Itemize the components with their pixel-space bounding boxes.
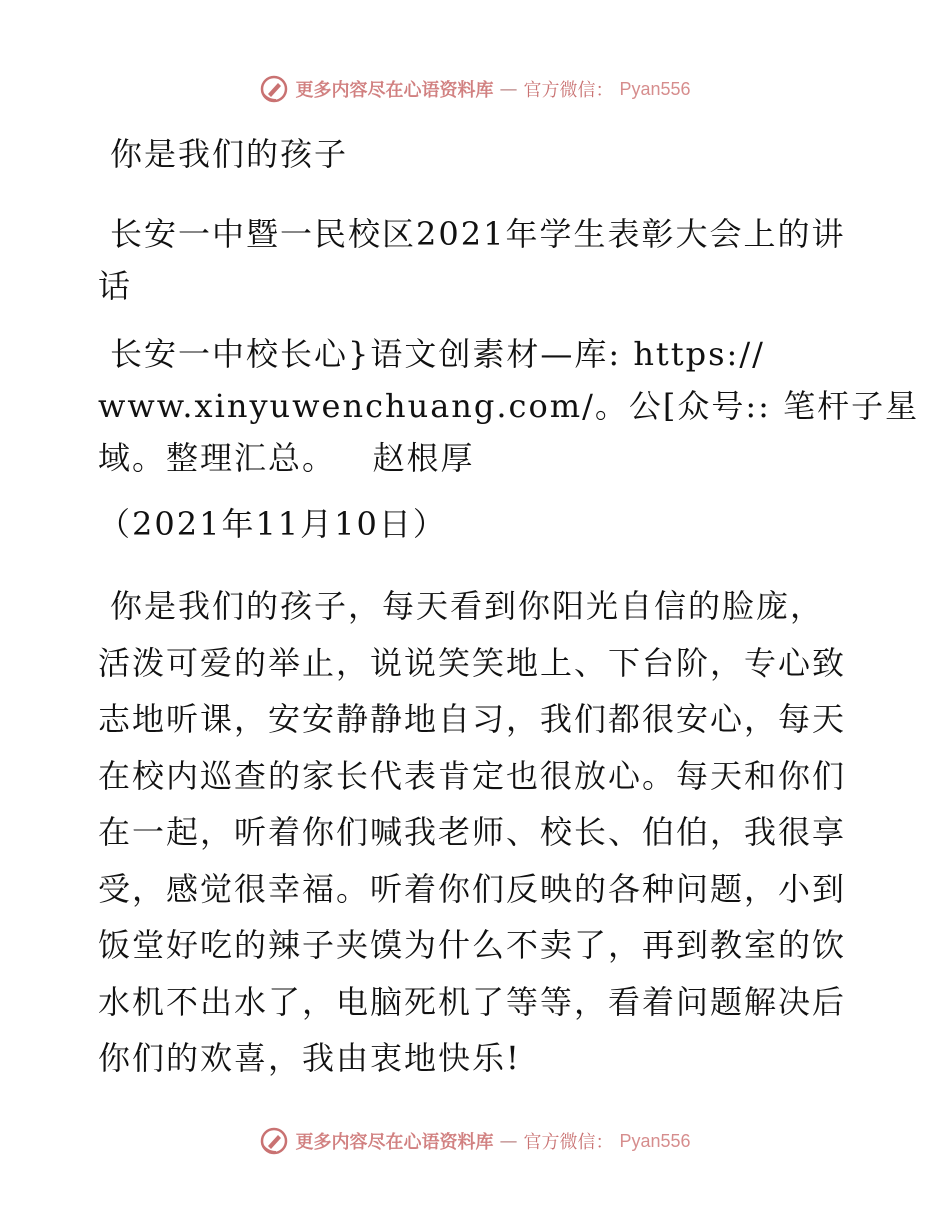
- watermark-separator: —: [499, 78, 518, 100]
- body-line: 活泼可爱的举止，说说笑笑地上、下台阶，专心致: [98, 643, 847, 682]
- body-line: 在校内巡查的家长代表肯定也很放心。每天和你们: [98, 756, 847, 795]
- subtitle-line: 长安一中暨一民校区2021年学生表彰大会上的讲: [110, 215, 846, 253]
- body-line: 你是我们的孩子，每天看到你阳光自信的脸庞，: [110, 587, 825, 625]
- subtitle-block: [98, 208, 858, 312]
- body-paragraph: [98, 578, 858, 1087]
- body-line: 水机不出水了，电脑死机了等等，看着问题解决后: [98, 982, 847, 1021]
- source-line: www.xinyuwenchuang.com/。公[众号:: 笔杆子星: [98, 387, 920, 425]
- watermark-handle: Pyan556: [619, 1130, 691, 1151]
- pen-circle-icon: [259, 1126, 289, 1156]
- watermark-separator: —: [499, 1130, 518, 1152]
- watermark-wechat-label: 官方微信：: [523, 1132, 614, 1153]
- source-line: 长安一中校长心}语文创素材—库: https://: [110, 335, 765, 373]
- document-date: （2021年11月10日）: [98, 505, 447, 543]
- body-line: 你们的欢喜，我由衷地快乐!: [98, 1039, 521, 1077]
- watermark-wechat-label: 官方微信：: [523, 80, 614, 101]
- source-block: [98, 328, 920, 484]
- watermark-brand: 更多内容尽在心语资料库: [295, 1132, 494, 1153]
- source-line: 域。整理汇总。 赵根厚: [98, 439, 475, 477]
- subtitle-line: 话: [98, 267, 133, 305]
- body-line: 饭堂好吃的辣子夹馍为什么不卖了，再到教室的饮: [98, 926, 847, 964]
- watermark-brand: 更多内容尽在心语资料库: [295, 80, 494, 101]
- body-line: 志地听课，安安静静地自习，我们都很安心，每天: [98, 700, 847, 738]
- document-title: 你是我们的孩子: [110, 135, 349, 173]
- pen-circle-icon: [259, 74, 289, 104]
- body-line: 受，感觉很幸福。听着你们反映的各种问题，小到: [98, 869, 847, 908]
- document-body: [98, 128, 920, 1087]
- header-watermark: [0, 74, 950, 104]
- body-line: 在一起，听着你们喊我老师、校长、伯伯，我很享: [98, 813, 847, 851]
- footer-watermark: [0, 1126, 950, 1156]
- watermark-handle: Pyan556: [619, 78, 691, 99]
